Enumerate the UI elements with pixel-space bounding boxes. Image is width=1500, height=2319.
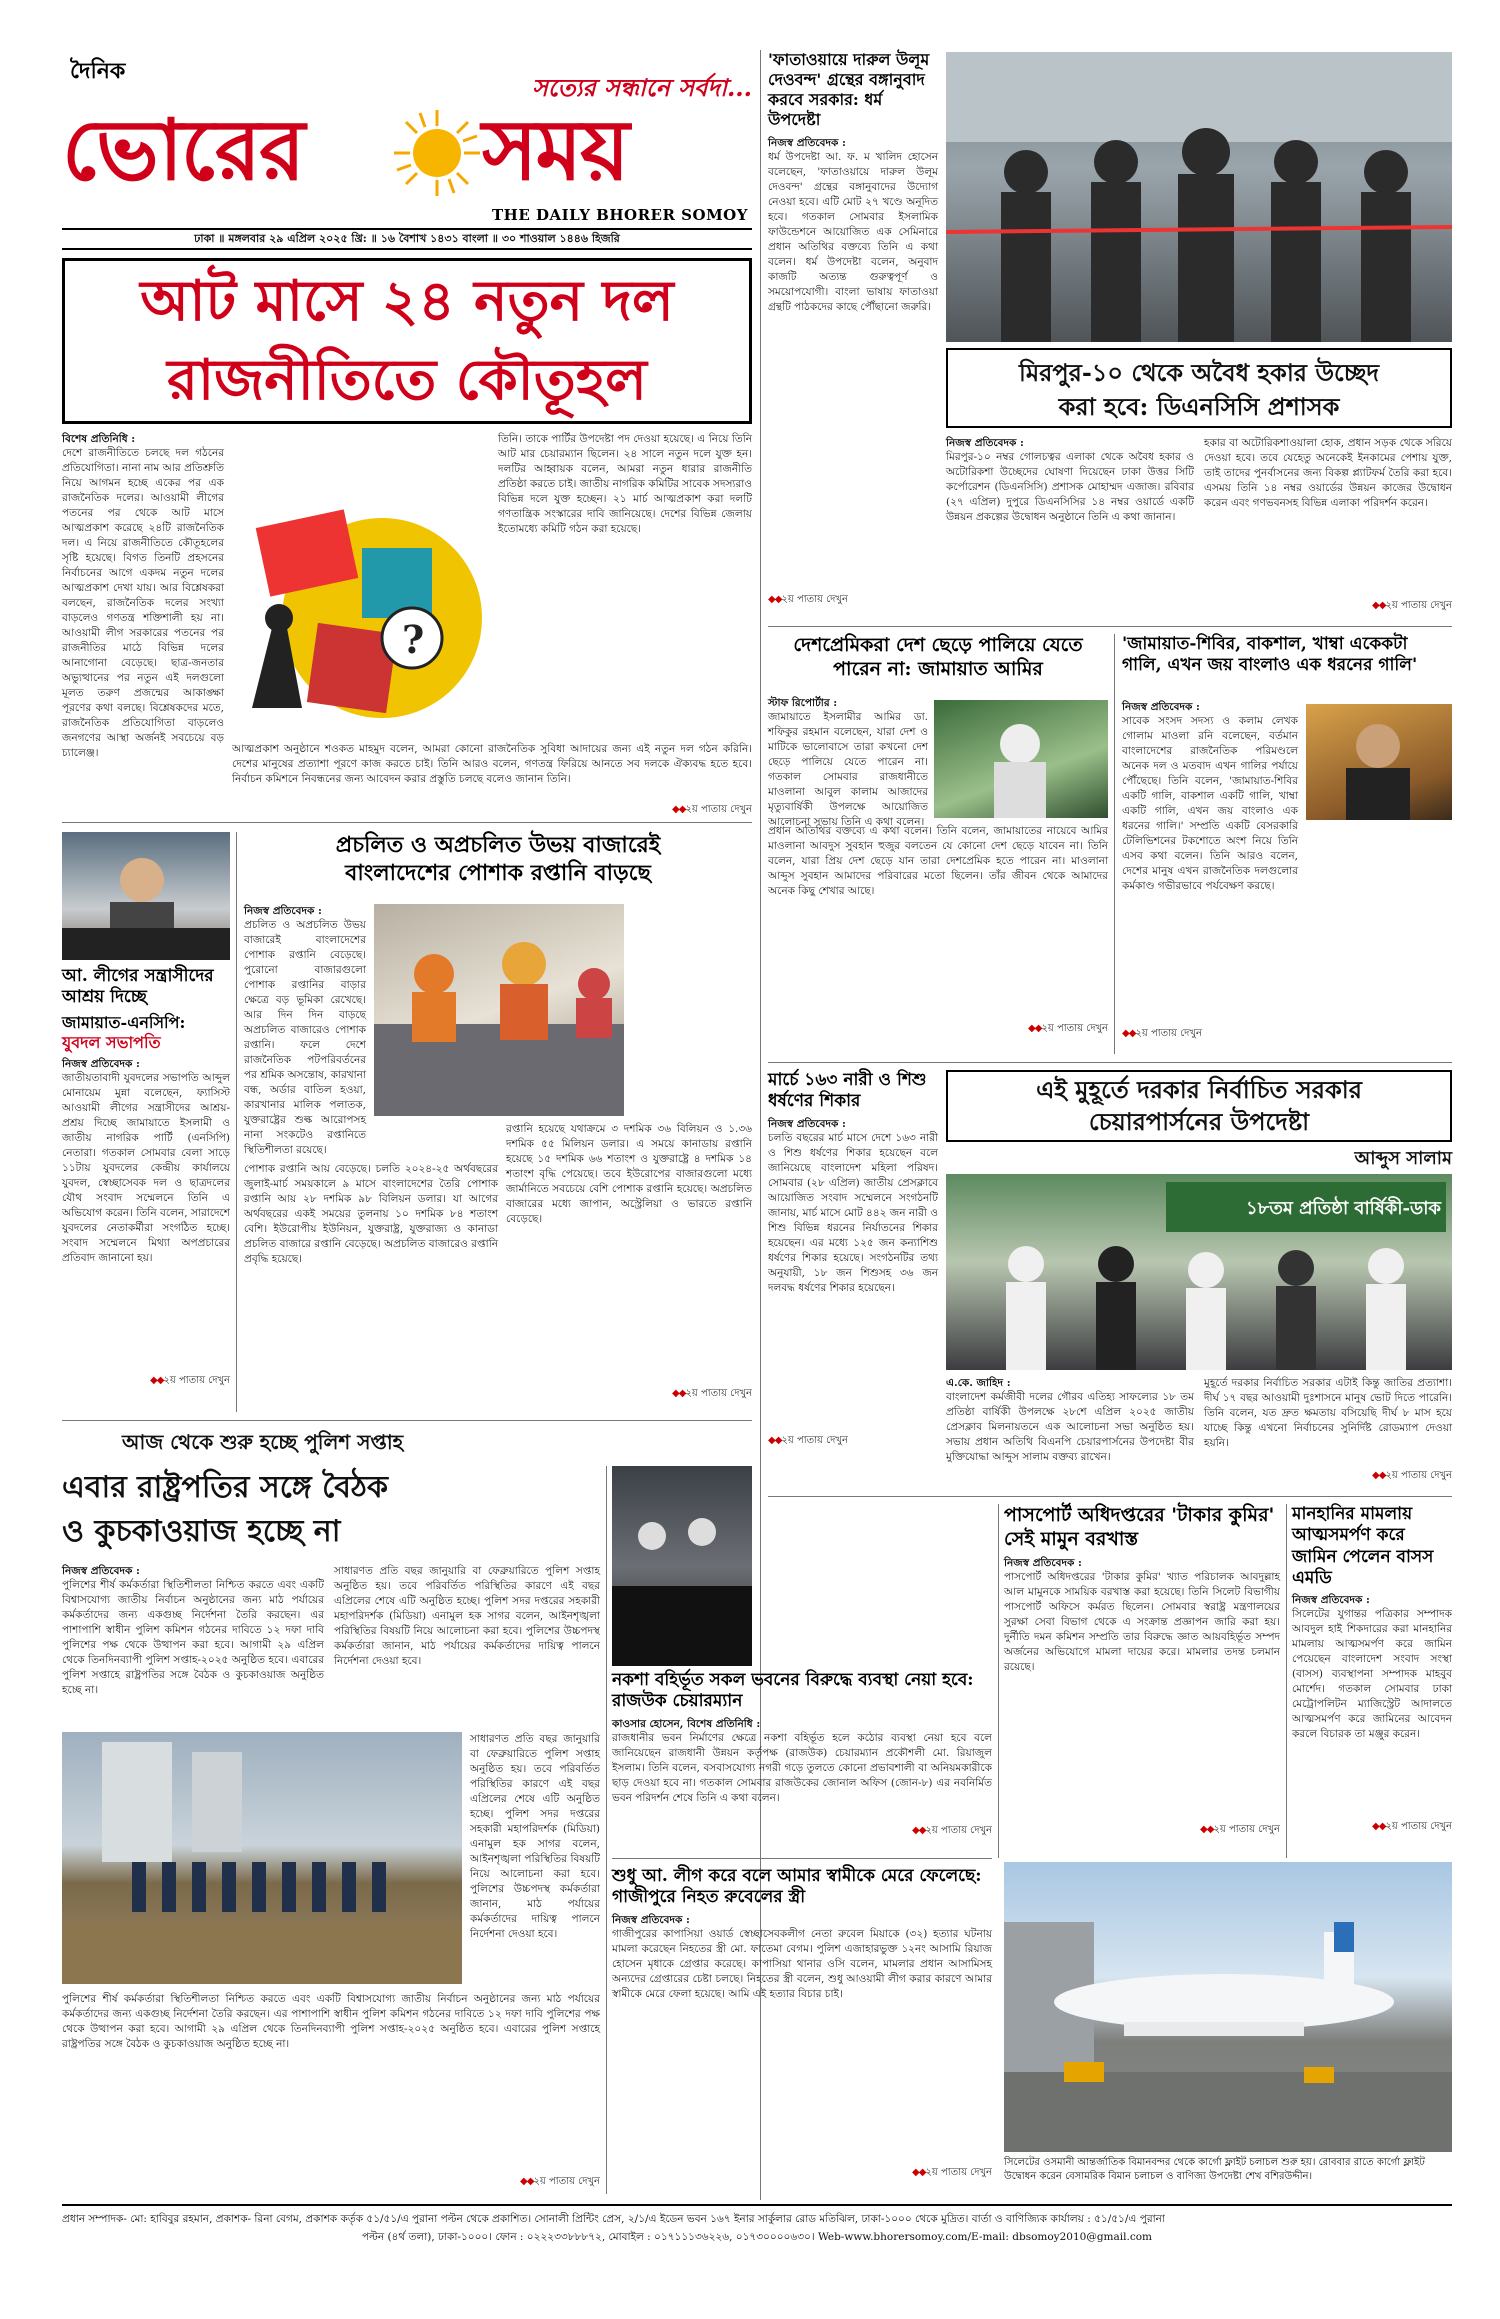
- bass-md-continue-label: ২য় পাতায় দেখুন: [1385, 1821, 1452, 1832]
- divider: [606, 1466, 607, 2194]
- mirpur-headline-line2: করা হবে: ডিএনসিসি প্রশাসক: [1058, 392, 1340, 421]
- jubodol-continue: ◆◆২য় পাতায় দেখুন: [150, 1374, 230, 1386]
- amir-article: [768, 634, 1108, 1054]
- jubodol-article: [62, 832, 230, 1412]
- lead-continue-label: ২য় পাতায় দেখুন: [685, 804, 752, 815]
- joy-bangla-text: সাবেক সংসদ সদস্য ও কলাম লেখক গোলাম মাওলা রনি বলেছেন, বর্তমান বাংলাদেশের রাজনৈতিক পরিমণ্ডলে অনেক দল ও মতবাদ এখন গালির পর্যায়ে পৌঁছেছে। তিনি বলেন, 'জামায়াত-শিবির একটি গালি, বাকশাল একটি গালি, খাম্বা একটি গালি, এখন জয় বাংলাও এক ধরনের গালি।' সম্প্রতি একটি বেসরকারি টেলিভিশনের টকশোতে অংশ নিয়ে তিনি এসব কথা বলেন। তিনি আরও বলেন, দেশের মানুষ এখন রাজনৈতিক দলগুলোর কর্মকাণ্ড গভীরভাবে পর্যবেক্ষণ করছে।: [1122, 715, 1298, 892]
- darul-uloom-continue-label: ২য় পাতায় দেখুন: [781, 594, 848, 605]
- police-col-left: [62, 1564, 324, 1728]
- divider: [612, 1858, 992, 1859]
- darul-uloom-text: ধর্ম উপদেষ্টা আ. ফ. ম খালিদ হোসেন বলেছেন, 'ফাতাওয়ায়ে দারুল উলূম দেওবন্দ' গ্রন্থের বঙ্গানুবাদের উদ্যোগ নেওয়া হবে। এটি মোট ২৭ খণ্ডে অনূদিত হবে। গতকাল সোমবার ইসলামিক ফাউন্ডেশনে আয়োজিত এক সেমিনারে প্রধান অতিথির বক্তব্যে তিনি এ কথা বলেন। ধর্ম উপদেষ্টা বলেন, অনুবাদ কাজটি অত্যন্ত গুরুত্বপূর্ণ ও সময়োপযোগী। বাংলা ভাষায় ফাতাওয়া গ্রন্থটি পাঠকদের কাছে পৌঁছানো জরুরি।: [768, 151, 938, 313]
- mirpur-text-right: হকার বা অটোরিকশাওয়ালা হোক, প্রধান সড়ক থেকে সরিয়ে দেওয়া হবে। তবে যেহেতু অনেকেই ইনকামের পেশায় যুক্ত, তাই তাদের পুনর্বাসনের জন্য বিকল্প প্ল্যাটফর্ম তৈরি করা হবে। এসময় তিনি ১৪ নম্বর ওয়ার্ডের উন্নয়ন কাজের উদ্বোধন করেন এবং গণভবনসহ বিভিন্ন এলাকা পরিদর্শন করেন।: [1204, 437, 1452, 509]
- jubodol-headline-sub: যুবদল সভাপতি: [62, 1032, 161, 1052]
- police-headline-box: [62, 1466, 602, 1556]
- mirpur-col2: [1204, 436, 1452, 615]
- gazipur-article: [612, 1866, 992, 2194]
- mirpur-continue-label: ২য় পাতায় দেখুন: [1385, 600, 1452, 611]
- darul-uloom-headline: 'ফাতাওয়ায়ে দারুল উলূম দেওবন্দ' গ্রন্থের বঙ্গানুবাদ করবে সরকার: ধর্ম উপদেষ্টা: [768, 50, 930, 129]
- divider: [62, 822, 752, 823]
- lead-col3: [232, 742, 752, 814]
- masthead-name-right: সময়: [482, 100, 628, 199]
- election-text-right: মুহূর্তে দরকার নির্বাচিত সরকার এটাই কিন্তু জাতির প্রত্যাশা। দীর্ঘ ১৭ বছর আওয়ামী দুঃশাসনে মানুষ ভোট দিতে পারেনি। তিনি বলেন, যত দ্রুত ক্ষমতায় বসিয়েছি দীর্ঘ ৮ মাস হয়ে যাচ্ছে কিন্তু এখনো নির্বাচনের সুনির্দিষ্ট রোডম্যাপ দেওয়া হয়নি।: [1204, 1377, 1452, 1449]
- gazipur-text: গাজীপুরের কাপাসিয়া ওয়ার্ড স্বেচ্ছাসেবকলীগ নেতা রুবেল মিয়াকে (৩২) হত্যার ঘটনায় মামলা করেছেন নিহতের স্ত্রী মো. ফাতেমা বেগম। পুলিশ এজাহারভুক্ত ১২নং আসামি রিয়াজ হোসেন মৃধাকে গ্রেপ্তার করেছে। কাপাসিয়া থানার ওসি বলেন, মামলার প্রধান আসামিসহ অন্যদের গ্রেপ্তারের চেষ্টা চলছে। নিহতের স্ত্রী বলেন, শুধু আওয়ামী লীগ করার কারণে আমার স্বামীকে মেরে ফেলা হয়েছে। আমি এই হত্যার বিচার চাই।: [612, 1927, 992, 2000]
- footer-line2: পল্টন (৪র্থ তলা), ঢাকা-১০০০। ফোন : ০২২২৩৩৮৮৮৭২, মোবাইল : ০১৭১১১৩৬২২৬, ০১৭৩০০০০৬৩০। Web-www.bhorersomoy.com/E-mail: dbsomoy2010@gmail.com: [362, 2231, 1152, 2243]
- mirpur-article: [946, 436, 1452, 616]
- amir-photo: [934, 700, 1108, 818]
- amir-text-right: প্রধান অতিথির বক্তব্যে এ কথা বলেন। তিনি বলেন, জামায়াতের নায়েবে আমির মাওলানা আবদুস সুবহান হুজুর বলতেন যে কোনো দেশ ছেড়ে যাবেন না। তিনি বলেন, যারা প্রিয় দেশ ছেড়ে যান তারা দেশপ্রেমিক হতে পারেন না। মাওলানা আব্দুস সুবহান আমাদের পরিবারের মতো ছিলেন। তাঁর জীবন থেকে আমাদের অনেক কিছু শেখার আছে।: [768, 825, 1108, 897]
- masthead: [62, 50, 752, 240]
- jubodol-reporter: নিজস্ব প্রতিবেদক :: [62, 1057, 140, 1070]
- passport-headline: পাসপোর্ট অধিদপ্তরের 'টাকার কুমির' সেই মামুন বরখাস্ত: [1004, 1504, 1275, 1550]
- jubodol-continue-label: ২য় পাতায় দেখুন: [163, 1374, 230, 1386]
- jubodol-heading: [62, 966, 230, 1390]
- police-headline-line1: এবার রাষ্ট্রপতির সঙ্গে বৈঠক: [62, 1470, 388, 1505]
- gazipur-continue: ◆◆২য় পাতায় দেখুন: [912, 2166, 992, 2178]
- divider: [768, 626, 1452, 627]
- passport-continue-label: ২য় পাতায় দেখুন: [1213, 1823, 1280, 1835]
- rajuk-continue-label: ২য় পাতায় দেখুন: [925, 1824, 992, 1836]
- march-women-headline: মার্চে ১৬৩ নারী ও শিশু ধর্ষণের শিকার: [768, 1070, 927, 1112]
- lead-headline-box: [62, 258, 752, 424]
- gazipur-headline: শুধু আ. লীগ করে বলে আমার স্বামীকে মেরে ফেলেছে: গাজীপুরে নিহত রুবেলের স্ত্রী: [612, 1866, 982, 1908]
- airport-photo: [1004, 1862, 1452, 2152]
- police-col-mid: [334, 1564, 600, 1714]
- police-headline-line2: ও কুচকাওয়াজ হচ্ছে না: [62, 1514, 341, 1549]
- election-reporter: এ.কে. জাহিদ :: [946, 1377, 1011, 1389]
- rajuk-text: রাজধানীর ভবন নির্মাণের ক্ষেত্রে নকশা বহির্ভূত হলে কঠোর ব্যবস্থা নেয়া হবে বলে জানিয়েছেন রাজধানী উন্নয়ন কর্তৃপক্ষ (রাজউক) চেয়ারম্যান প্রকৌশলী মো. রিয়াজুল ইসলাম। তিনি বলেন, বসবাসযোগ্য নগরী গড়ে তুলতে কোনো প্রভাবশালী বা অনিয়মকারীকে ছাড় দেওয়া হবে না। গতকাল সোমবার রাজউকের জোনাল অফিস (জোন-৮) এর নবনির্মিত ভবন পরিদর্শন শেষে তিনি এ কথা বলেন।: [612, 1731, 992, 1804]
- lead-continue: ◆◆২য় পাতায় দেখুন: [672, 804, 752, 815]
- police-text-mid: সাধারণত প্রতি বছর জানুয়ারি বা ফেব্রুয়ারিতে পুলিশ সপ্তাহ অনুষ্ঠিত হয়। তবে পরিবর্তিত পরিস্থিতির কারণে এই বছর এপ্রিলের শেষে এটি অনুষ্ঠিত হচ্ছে। পুলিশ সদর দপ্তরের সহকারী মহাপরিদর্শক (মিডিয়া) এনামুল হক সাগর বলেন, আইনশৃঙ্খলা পরিস্থিতির বিষয়টি নিয়ে আলোচনা করা হবে। পুলিশের উচ্চপদস্থ কর্মকর্তারা জানান, মাঠ পর্যায়ের কর্মকর্তাদের দায়িত্ব পালনে নির্দেশনা দেওয়া হবে।: [334, 1565, 600, 1667]
- divider: [768, 1062, 1452, 1063]
- rajuk-article: [612, 1670, 992, 1850]
- police-continue-label: ২য় পাতায় দেখুন: [533, 2176, 600, 2187]
- election-byline: আব্দুস সালাম: [1354, 1148, 1452, 1169]
- joy-bangla-continue: ◆◆২য় পাতায় দেখুন: [1122, 1028, 1202, 1039]
- passport-continue: ◆◆২য় পাতায় দেখুন: [1200, 1823, 1280, 1835]
- lead-headline-line1: আট মাসে ২৪ নতুন দল: [140, 268, 674, 334]
- election-text-left: বাংলাদেশ কর্মজীবী দলের গৌরব এতিহ্য সাফল্যের ১৮ তম প্রতিষ্ঠা বার্ষিকী উপলক্ষে ২৮শে এপ্রিল ২০২৫ জাতীয় প্রেসক্লাব মিলনায়তনে এক আলোচনা সভা অনুষ্ঠিত হয়। সভায় প্রধান অতিথি বিএনপি চেয়ারপার্সনের উপদেষ্টা বীর মুক্তিযোদ্ধা আব্দুস সালাম বক্তব্য রাখেন।: [946, 1391, 1194, 1463]
- mirpur-col1: [946, 436, 1194, 610]
- joy-bangla-col: [1122, 700, 1298, 1043]
- amir-text-left: জামায়াতে ইসলামীর আমির ডা. শফিকুর রহমান বলেছেন, যারা দেশ ও মাটিকে ভালোবাসে তারা কখনো দেশ ছেড়ে পালিয়ে যেতে পারেন না। গতকাল সোমবার রাজধানীতে মাওলানা আবুল কালাম আজাদের মৃত্যুবার্ষিকী উপলক্ষে আয়োজিত আলোচনা সভায় তিনি এ কথা বলেন।: [768, 711, 928, 828]
- sun-logo-icon: [392, 108, 482, 198]
- divider: [62, 1420, 752, 1421]
- election-photo: [946, 1174, 1452, 1370]
- divider: [1114, 634, 1115, 1054]
- election-continue-label: ২য় পাতায় দেখুন: [1385, 1470, 1452, 1481]
- march-women-reporter: নিজস্ব প্রতিবেদক :: [768, 1117, 846, 1130]
- passport-text: পাসপোর্ট অধিদপ্তরের 'টাকার কুমির' খ্যাত পরিচালক আবদুল্লাহ আল মামুনকে সাময়িক বরখাস্ত করা হয়েছে। তিনি সিলেট বিভাগীয় পাসপোর্ট অফিসে কর্মরত ছিলেন। সোমবার স্বরাষ্ট্র মন্ত্রণালয়ের সুরক্ষা সেবা বিভাগ থেকে এ সংক্রান্ত প্রজ্ঞাপন জারি করা হয়। দুর্নীতি দমন কমিশন সম্প্রতি তার বিরুদ্ধে জ্ঞাত আয়বহির্ভূত সম্পদ অর্জনের অভিযোগে মামলা দায়ের করে। মামলার তদন্ত চলমান রয়েছে।: [1004, 1570, 1280, 1673]
- rajuk-continue: ◆◆২য় পাতায় দেখুন: [912, 1824, 992, 1836]
- election-headline-line1: এই মুহূর্তে দরকার নির্বাচিত সরকার: [1036, 1075, 1362, 1104]
- airport-caption: সিলেটের ওসমানী আন্তর্জাতিক বিমানবন্দর থেকে কার্গো ফ্লাইট চলাচল শুরু হয়। রোববার রাতে কার্গো ফ্লাইট উদ্বোধন করেন বেসামরিক বিমান চলাচল ও বাণিজ্য উপদেষ্টা শেখ বশিরউদ্দীন।: [1004, 2157, 1425, 2182]
- election-banner-text: ১৮তম প্রতিষ্ঠা বার্ষিকী-ডাক: [1246, 1198, 1442, 1219]
- jubodol-text: জাতীয়তাবাদী যুবদলের সভাপতি আব্দুল মোনায়েম মুন্না বলেছেন, ফ্যাসিস্ট আওয়ামী লীগের সন্ত্রাসীদের আশ্রয়-প্রশ্রয় দিচ্ছে জামায়াতে ইসলামী ও জাতীয় নাগরিক পার্টি (এনসিপি) নেতারা। গতকাল সোমবার বেলা সাড়ে ১১টায় যুবদলের কেন্দ্রীয় কার্যালয়ে যুবদল, স্বেচ্ছাসেবক দল ও ছাত্রদলের যৌথ সংবাদ সম্মেলনে তিনি এ অভিযোগ করেন। তিনি বলেন, সারাদেশে যুবদলের নেতাকর্মীরা সংগঠিত হচ্ছে। সংবাদ সম্মেলনে মিথ্যা অপপ্রচারের প্রতিবাদ জানানো হয়।: [62, 1071, 230, 1264]
- masthead-english-name: THE DAILY BHORER SOMOY: [492, 206, 748, 224]
- divider: [768, 1496, 1452, 1497]
- lead-text-col3: আত্মপ্রকাশ অনুষ্ঠানে শওকত মাহমুদ বলেন, আমরা কোনো রাজনৈতিক সুবিধা আদায়ের জন্য এই নতুন দল গঠন করিনি। দেশের মানুষের প্রত্যাশা পূরণে কাজ করতে চাই। তিনি আরও বলেন, গণতন্ত্র ফিরিয়ে আনতে সব দলকে ঐক্যবদ্ধ হতে হবে। নির্বাচন কমিশনে নিবন্ধনের জন্য আবেদন করার প্রস্তুতি চলছে বলেও জানান তিনি।: [232, 743, 752, 785]
- election-article: [946, 1070, 1452, 1490]
- joy-bangla-reporter: নিজস্ব প্রতিবেদক :: [1122, 701, 1200, 713]
- police-text-bottom: পুলিশের শীর্ষ কর্মকর্তারা স্থিতিশীলতা নিশ্চিত করতে এবং একটি বিশ্বাসযোগ্য জাতীয় নির্বাচন অনুষ্ঠানের জন্য মাঠ পর্যায়ের কর্মকর্তাদের জন্য একগুচ্ছ নির্দেশনা তৈরি করছেন। এর পাশাপাশি স্বাধীন পুলিশ কমিশন গঠনের দাবিতে ১২ দফা দাবি পুলিশের পক্ষ থেকে উত্থাপন করা হবে। আগামী ২৯ এপ্রিল থেকে তিনদিনব্যাপী পুলিশ সপ্তাহ-২০২৫ অনুষ্ঠিত হবে। এবারের পুলিশ সপ্তাহে রাষ্ট্রপতির সঙ্গে বৈঠক ও কুচকাওয়াজ অনুষ্ঠিত হচ্ছে না।: [62, 1993, 600, 2050]
- police-parade-photo: [62, 1732, 462, 1984]
- masthead-prefix: দৈনিক: [70, 58, 126, 84]
- lead-text-col1: দেশে রাজনীতিতে চলছে দল গঠনের প্রতিযোগিতা। নানা নাম আর প্রতিশ্রুতি নিয়ে আগমন হচ্ছে একের পর এক রাজনৈতিক দলের। আওয়ামী লীগের পতনের পর থেকে আট মাসে আত্মপ্রকাশ করেছে ২৪টি রাজনৈতিক দল। এ নিয়ে রাজনীতিতে কৌতূহলের সৃষ্টি হয়েছে। বিগত তিনটি প্রহসনের নির্বাচনের আগে একদম নতুন দলের আত্মপ্রকাশ দেখা যায়। আর বিশ্লেষকরা বলছেন, রাজনৈতিক দলের সংখ্যা বাড়লেও গণতন্ত্র শক্তিশালী হয় না। আওয়ামী লীগ সরকারের পতনের পর রাজনীতির মাঠে বিভিন্ন দলের আনাগোনা বেড়েছে। ছাত্র-জনতার অভ্যুত্থানের পর নতুন এই দলগুলো মূলত তরুণ প্রজন্মের আকাঙ্ক্ষা পূরণের কথা বলছে। বিশ্লেষকদের মতে, রাজনৈতিক প্রতিযোগিতা বাড়লেও জনগণের আস্থা অর্জনই সবচেয়ে বড় চ্যালেঞ্জ।: [62, 447, 224, 759]
- amir-col-right: [768, 824, 1108, 1038]
- lead-col1: [62, 432, 224, 812]
- police-continue: ◆◆২য় পাতায় দেখুন: [520, 2176, 600, 2187]
- joy-bangla-article: [1122, 634, 1452, 1054]
- garments-text-mid: পোশাক রপ্তানি আয় বেড়েছে। চলতি ২০২৪-২৫ অর্থবছরের জুলাই-মার্চ সময়কালে ৯ মাসে বাংলাদেশের তৈরি পোশাক রপ্তানি আয় ২৮ দশমিক ৯৮ বিলিয়ন ডলার। যা আগের অর্থবছরের একই সময়ের তুলনায় ১০ দশমিক ৮৪ শতাংশ বেশি। ইউরোপীয় ইউনিয়ন, যুক্তরাষ্ট্র, যুক্তরাজ্য ও কানাডা প্রচলিত বাজারে রপ্তানি বেড়েছে। অপ্রচলিত বাজারেও রপ্তানি প্রবৃদ্ধি হয়েছে।: [244, 1163, 498, 1265]
- svg-text:?: ?: [402, 617, 425, 662]
- garments-text-right: রপ্তানি হয়েছে যথাক্রমে ৩ দশমিক ৩৬ বিলিয়ন ও ১.৩৬ দশমিক ৫৫ মিলিয়ন ডলার। এ সময়ে কানাডায় রপ্তানি হয়েছে ১৫ দশমিক ৬৬ শতাংশ ও যুক্তরাষ্ট্রে ৪ দশমিক ১৪ শতাংশ বৃদ্ধি পেয়েছে। তবে ইউরোপের বাজারগুলো মধ্যে জার্মানিতে সবচেয়ে বেশি পোশাক রপ্তানি হয়েছে। অপ্রচলিত বাজারের মধ্যে জাপান, অস্ট্রেলিয়া ও ভারতে রপ্তানি বেড়েছে।: [506, 1123, 752, 1225]
- bass-md-reporter: নিজস্ব প্রতিবেদক :: [1292, 1594, 1370, 1606]
- bass-md-continue: ◆◆২য় পাতায় দেখুন: [1372, 1821, 1452, 1832]
- garments-continue-label: ২য় পাতায় দেখুন: [685, 1388, 752, 1399]
- lead-headline-line2: রাজনীতিতে কৌতূহল: [167, 347, 647, 413]
- divider: [998, 1504, 999, 1858]
- garments-article: [244, 832, 752, 1412]
- footer: [62, 2204, 1452, 2248]
- mirpur-headline-line1: মিরপুর-১০ থেকে অবৈধ হকার উচ্ছেদ: [1018, 358, 1380, 387]
- rajuk-headline: নকশা বহির্ভূত সকল ভবনের বিরুদ্ধে ব্যবস্থা নেয়া হবে: রাজউক চেয়ারম্যান: [612, 1670, 974, 1712]
- lead-illustration: [232, 508, 490, 736]
- bass-md-headline: মানহানির মামলায় আত্মসমর্পণ করে জামিন পেলেন বাসস এমডি: [1292, 1504, 1434, 1588]
- lead-text-col2: তিনি। তাকে পার্টির উপদেষ্টা পদ দেওয়া হয়েছে। এ নিয়ে তিনি আট মার চেয়ারম্যান ছিলেন। ২৪ সালে নতুন দলে যুক্ত হন। দলটির আহ্বায়ক বলেন, আমরা নতুন ধারার রাজনীতি প্রতিষ্ঠা করতে চাই। জাতীয় নাগরিক কমিটির সাবেক সদস্যরাও বিভিন্ন দলে যুক্ত হচ্ছেন। ২১ মার্চ আত্মপ্রকাশ করা দলটি গণতান্ত্রিক সংস্কারের দাবি জানিয়েছে। দেশের বিভিন্ন জেলায় ইতোমধ্যে কমিটি গঠন করা হয়েছে।: [498, 433, 752, 535]
- garments-reporter: নিজস্ব প্রতিবেদক :: [244, 905, 322, 917]
- garments-text-left: প্রচলিত ও অপ্রচলিত উভয় বাজারেই বাংলাদেশের পোশাক রপ্তানি বেড়েছে। পুরোনো বাজারগুলো পোশাক রপ্তানির বাড়ার ক্ষেত্রে বড় ভূমিকা রেখেছে। আর দিন দিন বাড়ছে অপ্রচলিত বাজারেও পোশাক রপ্তানি। ফলে দেশে রাজনৈতিক পটপরিবর্তনের পর শ্রমিক অসন্তোষ, কারখানা বন্ধ, অর্ডার বাতিল হওয়া, কারখানার মালিক পলাতক, যুক্তরাষ্ট্রের শুল্ক আরোপসহ নানা সংকটেও রপ্তানিতে স্থিতিশীলতা রয়েছে।: [244, 919, 366, 1156]
- bass-md-article: [1292, 1504, 1452, 1854]
- election-continue: ◆◆২য় পাতায় দেখুন: [1372, 1470, 1452, 1481]
- joy-bangla-photo: [1306, 704, 1452, 820]
- mirpur-reporter: নিজস্ব প্রতিবেদক :: [946, 437, 1024, 449]
- bass-md-text: সিলেটের যুগান্তর পত্রিকার সম্পাদক আবদুল হাই শিকদারের করা মানহানির মামলায় আত্মসমর্পণ করে জামিন পেয়েছেন বাংলাদেশ সংবাদ সংস্থা (বাসস) ব্যবস্থাপনা সম্পাদক মাহবুব মোর্শেদ। গতকাল সোমবার ঢাকা মেট্রোপলিটন ম্যাজিস্ট্রেট আদালতে আত্মসমর্পণ করে জামিনের আবেদন করলে বিচারক তা মঞ্জুর করেন।: [1292, 1608, 1452, 1740]
- police-kicker: আজ থেকে শুরু হচ্ছে পুলিশ সপ্তাহ: [122, 1430, 404, 1454]
- joy-bangla-continue-label: ২য় পাতায় দেখুন: [1135, 1028, 1202, 1039]
- election-headline-box: [946, 1070, 1452, 1142]
- jubodol-photo: [62, 832, 230, 960]
- masthead-tagline: সত্যের সন্ধানে সর্বদা...: [532, 73, 753, 102]
- police-continue-wrap: [62, 1992, 600, 2191]
- rajuk-reporter: কাওসার হোসেন, বিশেষ প্রতিনিধি :: [612, 1717, 761, 1730]
- amir-headline: দেশপ্রেমিকরা দেশ ছেড়ে পালিয়ে যেতে পারেন না: জামায়াত আমির: [793, 634, 1083, 680]
- election-col-right: [1204, 1376, 1452, 1485]
- mirpur-continue: ◆◆২য় পাতায় দেখুন: [1372, 600, 1452, 611]
- darul-uloom-reporter: নিজস্ব প্রতিবেদক :: [768, 137, 846, 149]
- amir-col-left: [768, 696, 928, 828]
- election-headline-line2: চেয়ারপার্সনের উপদেষ্টা: [1088, 1107, 1310, 1136]
- march-women-continue-label: ২য় পাতায় দেখুন: [781, 1434, 848, 1446]
- mirpur-headline-box: [946, 348, 1452, 428]
- jubodol-headline-red: আ. লীগের সন্ত্রাসীদের আশ্রয় দিচ্ছে: [62, 966, 214, 1008]
- lead-reporter: বিশেষ প্রতিনিধি :: [62, 433, 136, 445]
- joy-bangla-headline: 'জামায়াত-শিবির, বাকশাল, খাম্বা একেকটা গালি, এখন জয় বাংলাও এক ধরনের গালি': [1122, 634, 1418, 676]
- garments-headline-line2: বাংলাদেশের পোশাক রপ্তানি বাড়ছে: [345, 859, 651, 886]
- dateline-bar: [62, 228, 752, 250]
- garments-col-left: [244, 904, 366, 1168]
- amir-continue-label: ২য় পাতায় দেখুন: [1041, 1023, 1108, 1034]
- garments-col-right: [506, 1122, 752, 1403]
- dateline: ঢাকা ॥ মঙ্গলবার ২৯ এপ্রিল ২০২৫ খ্রি: ॥ ১৬ বৈশাখ ১৪৩১ বাংলা ॥ ৩০ শাওয়াল ১৪৪৬ হিজরি: [194, 231, 620, 245]
- police-text-right: সাধারণত প্রতি বছর জানুয়ারি বা ফেব্রুয়ারিতে পুলিশ সপ্তাহ অনুষ্ঠিত হয়। তবে পরিবর্তিত পরিস্থিতির কারণে এই বছর এপ্রিলের শেষে এটি অনুষ্ঠিত হচ্ছে। পুলিশ সদর দপ্তরের সহকারী মহাপরিদর্শক (মিডিয়া) এনামুল হক সাগর বলেন, আইনশৃঙ্খলা পরিস্থিতির বিষয়টি নিয়ে আলোচনা করা হবে। পুলিশের উচ্চপদস্থ কর্মকর্তারা জানান, মাঠ পর্যায়ের কর্মকর্তাদের দায়িত্ব পালনে নির্দেশনা দেওয়া হবে।: [470, 1733, 600, 1940]
- amir-continue: ◆◆২য় পাতায় দেখুন: [1028, 1023, 1108, 1034]
- police-text-left: পুলিশের শীর্ষ কর্মকর্তারা স্থিতিশীলতা নিশ্চিত করতে এবং একটি বিশ্বাসযোগ্য জাতীয় নির্বাচন অনুষ্ঠানের জন্য মাঠ পর্যায়ের কর্মকর্তাদের জন্য একগুচ্ছ নির্দেশনা তৈরি করছেন। এর পাশাপাশি স্বাধীন পুলিশ কমিশন গঠনের দাবিতে ১২ দফা দাবি পুলিশের পক্ষ থেকে উত্থাপন করা হবে। আগামী ২৯ এপ্রিল থেকে তিনদিনব্যাপী পুলিশ সপ্তাহ-২০২৫ অনুষ্ঠিত হবে। এবারের পুলিশ সপ্তাহে রাষ্ট্রপতির সঙ্গে বৈঠক ও কুচকাওয়াজ অনুষ্ঠিত হচ্ছে না।: [62, 1579, 324, 1696]
- gazipur-reporter: নিজস্ব প্রতিবেদক :: [612, 1913, 690, 1926]
- jubodol-headline-black: জামায়াত-এনসিপি:: [62, 1012, 186, 1032]
- garments-col-mid: [244, 1162, 498, 1402]
- divider: [236, 832, 237, 1412]
- passport-article: [1004, 1504, 1280, 1884]
- rajuk-photo: [612, 1466, 752, 1666]
- footer-line1: প্রধান সম্পাদক- মো: হাবিবুর রহমান, প্রকাশক- রিনা বেগম, প্রকাশক কর্তৃক ৫১/৫১/এ পুরানা পল্টন থেকে প্রকাশিত। সোনালী প্রিন্টিং প্রেস, ২/১/এ ইডেন ভবন ১৬৭ ইনার সার্কুলার রোড মতিঝিল, ঢাকা-১০০০ থেকে মুদ্রিত। বার্তা ও বাণিজ্যিক কার্যালয় : ৫১/৫১/এ পুরানা: [62, 2213, 1165, 2225]
- police-reporter: নিজস্ব প্রতিবেদক :: [62, 1565, 140, 1577]
- masthead-name-left: ভোরের: [62, 100, 304, 199]
- garments-continue: ◆◆২য় পাতায় দেখুন: [672, 1388, 752, 1399]
- garments-photo: [374, 904, 624, 1116]
- election-col-left: [946, 1376, 1194, 1480]
- gazipur-continue-label: ২য় পাতায় দেখুন: [925, 2166, 992, 2178]
- ribbon-cutting-photo: [946, 52, 1452, 342]
- darul-uloom-continue: ◆◆২য় পাতায় দেখুন: [768, 594, 848, 605]
- passport-reporter: নিজস্ব প্রতিবেদক :: [1004, 1556, 1082, 1569]
- march-women-continue: ◆◆২য় পাতায় দেখুন: [768, 1434, 848, 1446]
- police-col-right: [470, 1732, 600, 1984]
- march-women-article: [768, 1070, 938, 1490]
- amir-reporter: স্টাফ রিপোর্টার :: [768, 697, 838, 709]
- lead-col2: [498, 432, 752, 732]
- mirpur-text-left: মিরপুর-১০ নম্বর গোলচত্বর এলাকা থেকে অবৈধ হকার ও অটোরিকশা উচ্ছেদের ঘোষণা দিয়েছেন ঢাকা উত্তর সিটি কর্পোরেশন (ডিএনসিসি) প্রশাসক মোহাম্মদ এজাজ। রবিবার (২৭ এপ্রিল) দুপুরে ডিএনসিসির ১৪ নম্বর ওয়ার্ডে একটি উন্নয়ন প্রকল্পের উদ্বোধন অনুষ্ঠানে তিনি এ কথা জানান।: [946, 451, 1194, 523]
- march-women-text: চলতি বছরের মার্চ মাসে দেশে ১৬৩ নারী ও শিশু ধর্ষণের শিকার হয়েছেন বলে জানিয়েছে বাংলাদেশ মহিলা পরিষদ। সোমবার (২৮ এপ্রিল) জাতীয় প্রেসক্লাবে আয়োজিত সংবাদ সম্মেলনে সংগঠনটি জানায়, মার্চ মাসে মোট ৪৪২ জন নারী ও শিশু বিভিন্ন ধরনের নির্যাতনের শিকার হয়েছেন। এর মধ্যে ১২৫ জন কন্যাশিশু ধর্ষণের শিকার হয়েছে। সংগঠনটির তথ্য অনুযায়ী, ১৮ জন শিশুসহ ৩৬ জন দলবদ্ধ ধর্ষণের শিকার হয়েছেন।: [768, 1131, 938, 1294]
- darul-uloom-article: [768, 50, 938, 620]
- garments-headline-line1: প্রচলিত ও অপ্রচলিত উভয় বাজারেই: [335, 832, 661, 858]
- divider: [1286, 1504, 1287, 1858]
